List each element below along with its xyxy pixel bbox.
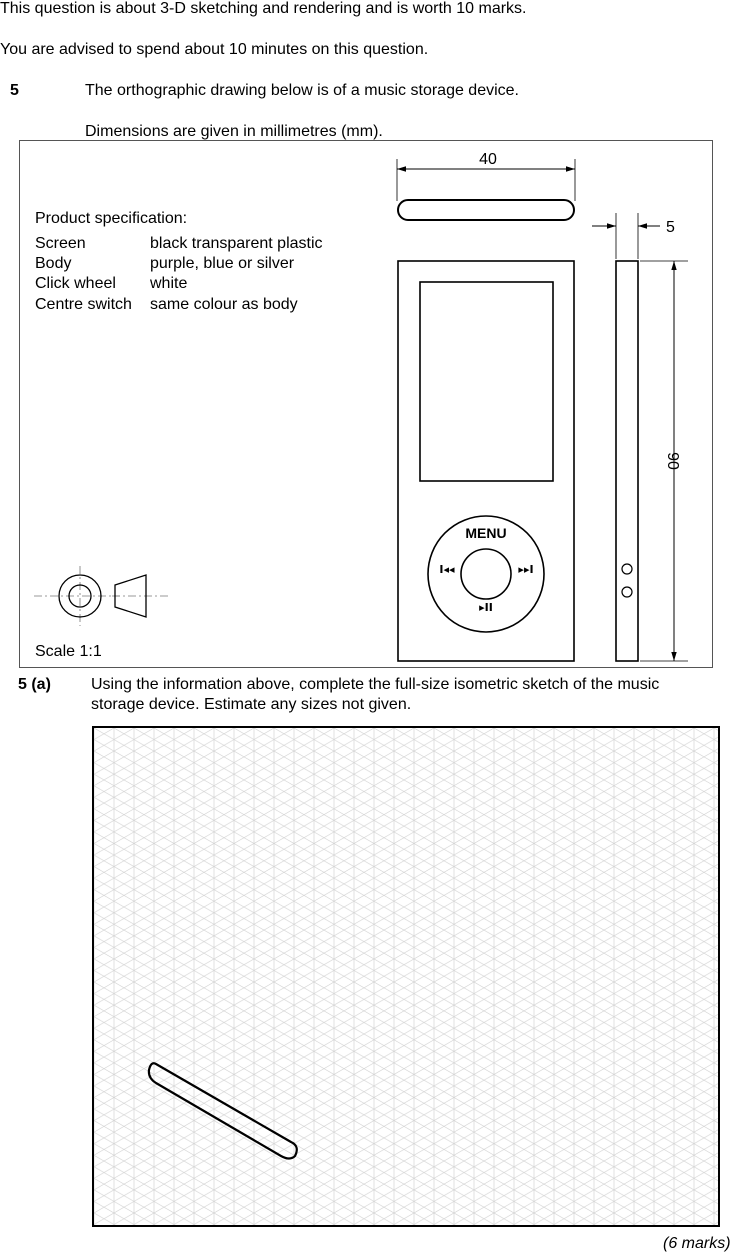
next-track-icon: ▸▸I xyxy=(518,563,534,576)
part-a-line-2: storage device. Estimate any sizes not given. xyxy=(91,696,412,713)
part-a-label: 5 (a) xyxy=(18,676,51,693)
question-text: The orthographic drawing below is of a music storage device. xyxy=(85,82,519,99)
spec-label-screen: Screen xyxy=(35,235,86,252)
question-number: 5 xyxy=(10,82,19,99)
intro-line-2: You are advised to spend about 10 minutes on this question. xyxy=(0,41,429,58)
spec-title: Product specification: xyxy=(35,210,188,227)
top-view xyxy=(397,151,575,220)
side-view-outline xyxy=(616,261,638,661)
orthographic-views xyxy=(20,141,712,667)
centre-switch xyxy=(461,549,511,599)
marks-label: (6 marks) xyxy=(663,1235,731,1252)
spec-value-click-wheel: white xyxy=(150,275,188,292)
part-a-line-1: Using the information above, complete the full-size isometric sketch of the music xyxy=(91,676,660,693)
spec-label-click-wheel: Click wheel xyxy=(35,275,116,292)
side-port-lower xyxy=(622,587,632,597)
spec-value-body: purple, blue or silver xyxy=(150,255,295,272)
isometric-grid xyxy=(94,728,718,1225)
scale-label: Scale 1:1 xyxy=(35,643,102,660)
orthographic-drawing-frame xyxy=(19,140,713,668)
side-view xyxy=(592,213,688,661)
side-port-upper xyxy=(622,564,632,574)
spec-value-screen: black transparent plastic xyxy=(150,235,323,252)
width-dimension-label: 40 xyxy=(479,151,497,168)
depth-dimension-label: 5 xyxy=(666,219,675,236)
play-pause-icon: ▸II xyxy=(479,601,493,614)
dimensions-note: Dimensions are given in millimetres (mm). xyxy=(85,123,383,140)
screen-outline xyxy=(420,282,553,481)
projection-symbol xyxy=(34,566,170,626)
spec-label-centre-switch: Centre switch xyxy=(35,296,132,313)
spec-label-body: Body xyxy=(35,255,72,272)
height-dimension-label: 90 xyxy=(664,452,681,470)
spec-value-centre-switch: same colour as body xyxy=(150,296,298,313)
intro-line-1: This question is about 3-D sketching and rendering and is worth 10 marks. xyxy=(0,0,527,17)
front-view xyxy=(398,261,574,661)
isometric-sketch-area[interactable] xyxy=(92,726,720,1227)
menu-label: MENU xyxy=(465,525,507,541)
previous-track-icon: I◂◂ xyxy=(439,563,455,576)
top-view-outline xyxy=(398,200,574,220)
